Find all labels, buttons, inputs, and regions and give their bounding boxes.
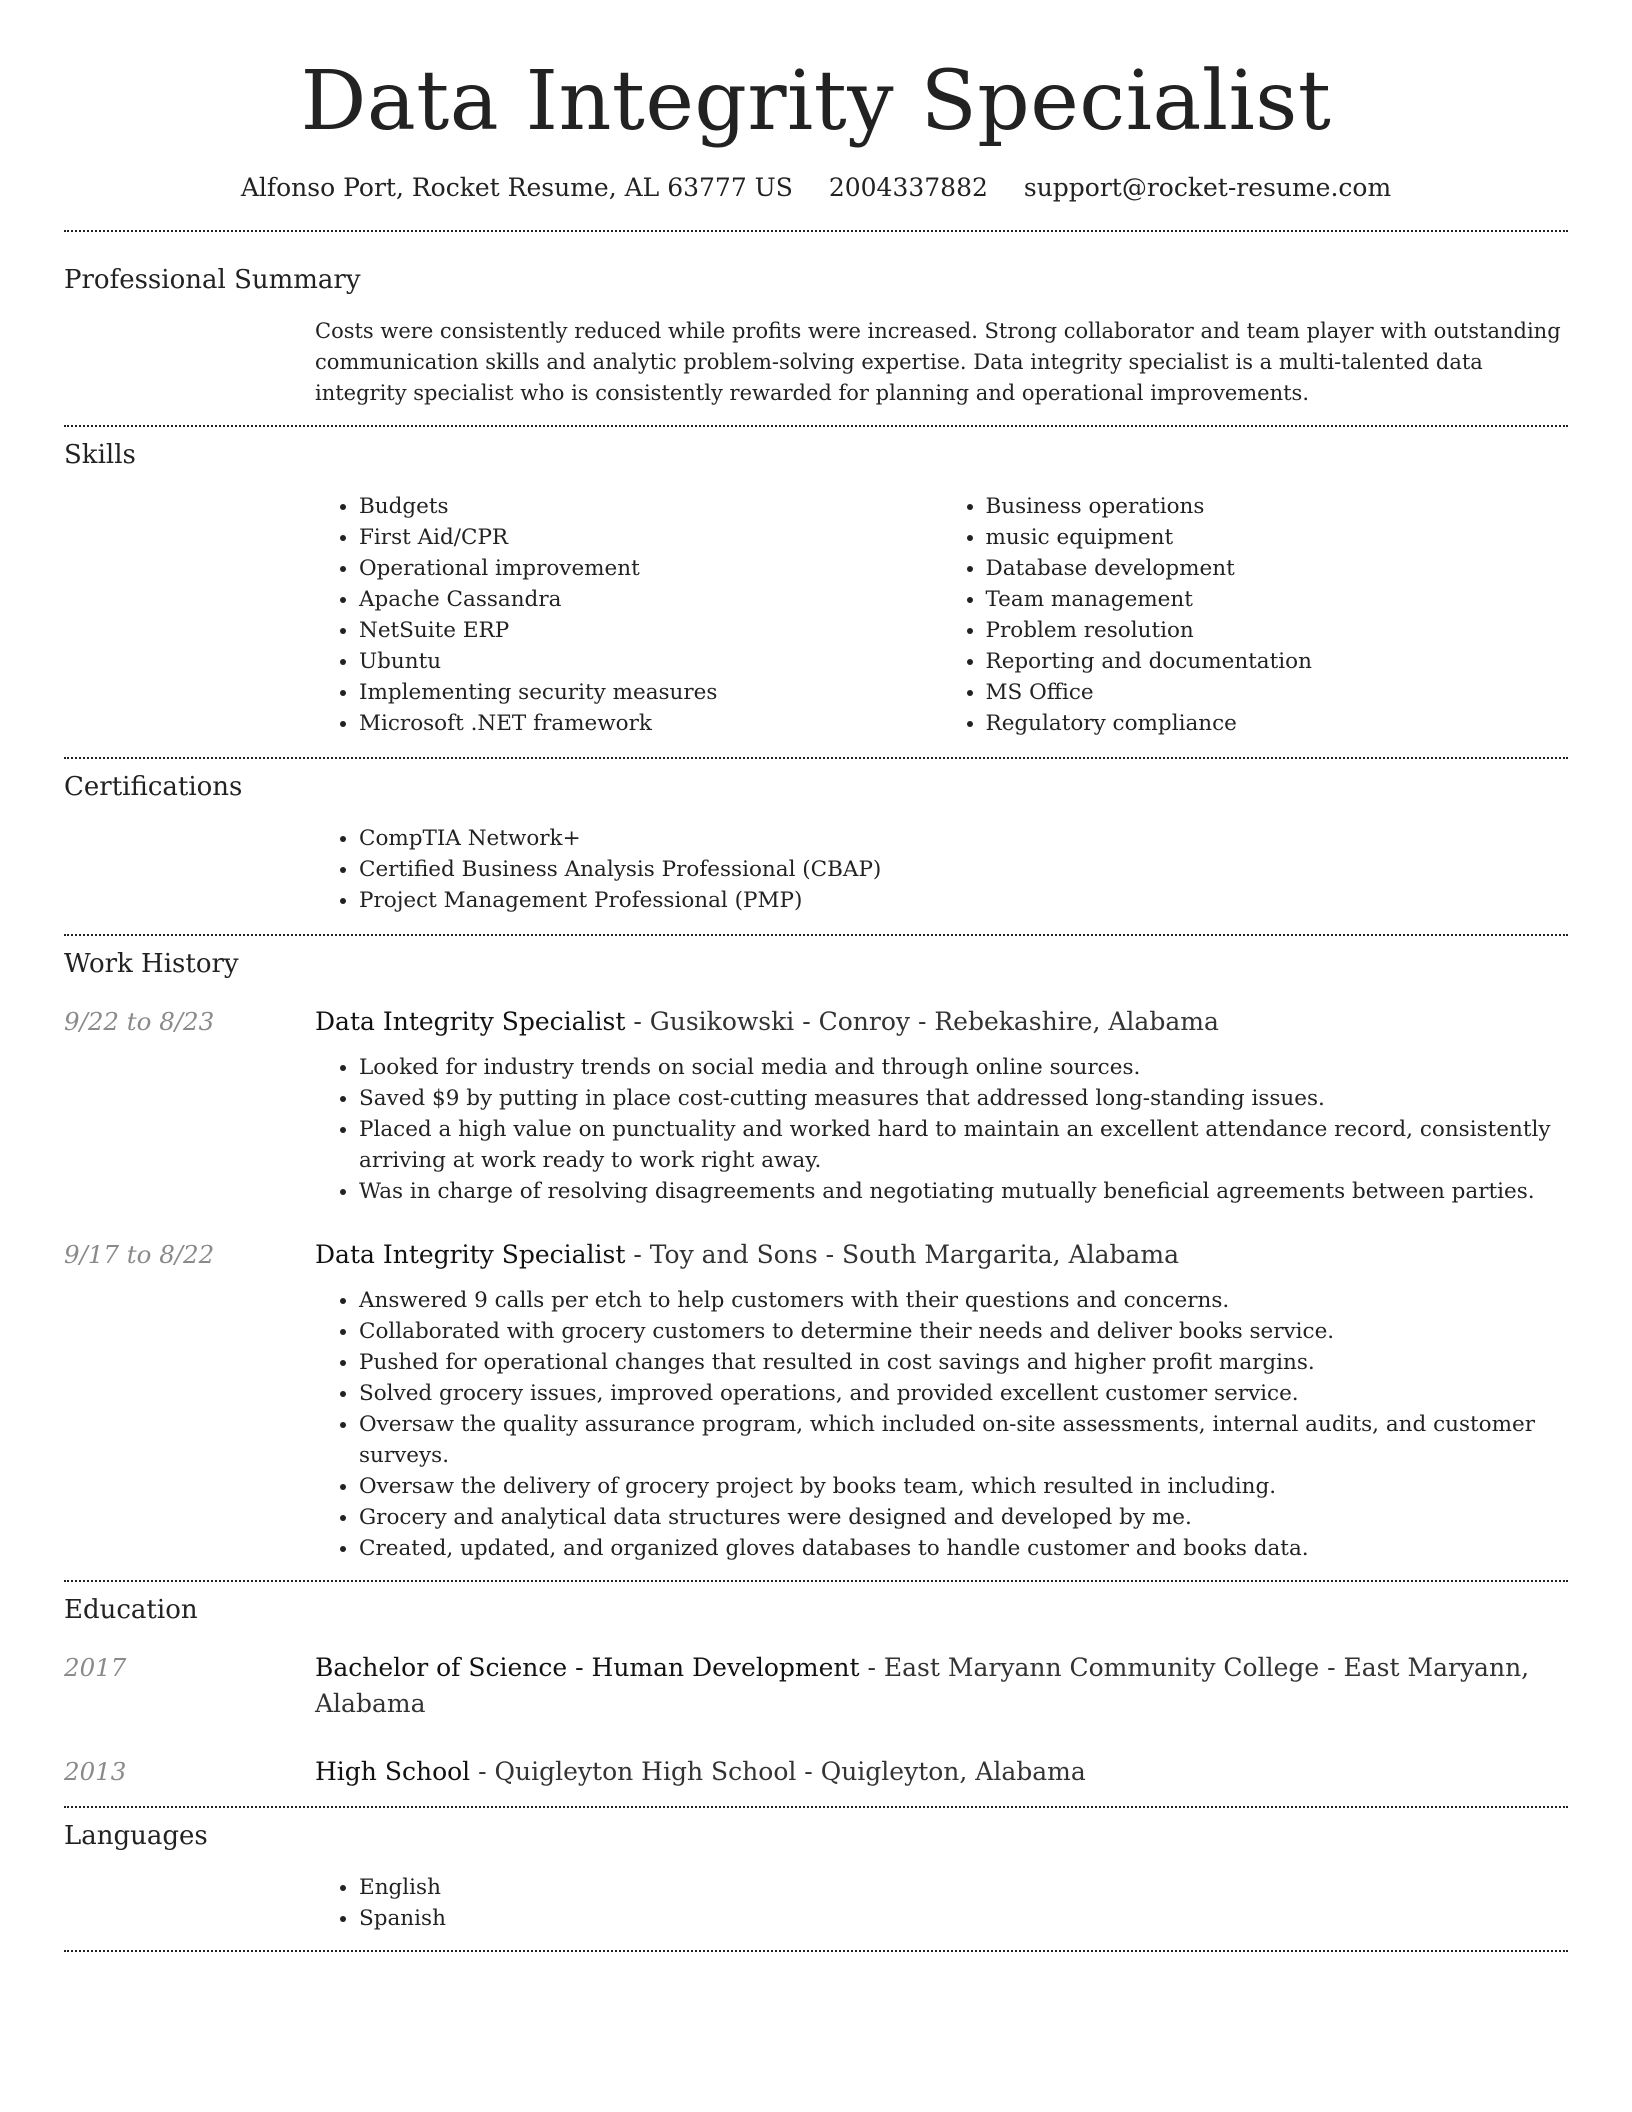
job-entry <box>64 1004 1568 1207</box>
certification-item: • Certified Business Analysis Professional (CBAP) <box>359 854 1568 885</box>
contact-address: Alfonso Port, Rocket Resume, AL 63777 US <box>240 173 793 202</box>
job-dates: 9/22 to 8/23 <box>64 1007 215 1036</box>
resume-header <box>64 0 1568 206</box>
language-item: • Spanish <box>359 1903 1568 1934</box>
education-year: 2013 <box>64 1757 127 1786</box>
candidate-name: Data Integrity Specialist <box>300 54 1332 149</box>
skills-section <box>64 427 1568 757</box>
certification-item: • Project Management Professional (PMP) <box>359 885 1568 916</box>
education-school: - East Maryann Community College - East Maryann, Alabama <box>315 1653 1530 1718</box>
work-history-section <box>64 936 1568 1580</box>
certification-item: • CompTIA Network+ <box>359 823 1568 854</box>
job-role: Data Integrity Specialist <box>315 1240 626 1269</box>
job-bullet: • Saved $9 by putting in place cost-cutting measures that addressed long-standing issues. <box>359 1083 1568 1114</box>
contact-phone: 2004337882 <box>828 173 988 202</box>
job-bullet: • Solved grocery issues, improved operations, and provided excellent customer service. <box>359 1378 1568 1409</box>
education-section <box>64 1582 1568 1806</box>
education-title <box>315 1754 1568 1790</box>
job-bullet: • Placed a high value on punctuality and worked hard to maintain an excellent attendance record, consistently arriving at work ready to work right away. <box>359 1114 1568 1176</box>
job-employer: - Toy and Sons - South Margarita, Alabama <box>625 1240 1180 1269</box>
skill-item: • Operational improvement <box>359 553 942 584</box>
skill-item: • Problem resolution <box>986 615 1569 646</box>
job-bullet: • Created, updated, and organized gloves databases to handle customer and books data. <box>359 1533 1568 1564</box>
skill-item: • music equipment <box>986 522 1569 553</box>
job-bullets <box>315 1052 1568 1207</box>
skill-item: • Business operations <box>986 491 1569 522</box>
skill-item: • Apache Cassandra <box>359 584 942 615</box>
skill-item: • Team management <box>986 584 1569 615</box>
section-title-certifications: Certifications <box>64 772 243 802</box>
education-degree: High School <box>315 1757 471 1786</box>
job-dates: 9/17 to 8/22 <box>64 1240 215 1269</box>
job-bullet: • Oversaw the delivery of grocery project by books team, which resulted in including. <box>359 1471 1568 1502</box>
job-bullet: • Answered 9 calls per etch to help customers with their questions and concerns. <box>359 1285 1568 1316</box>
contact-email: support@rocket-resume.com <box>1023 173 1392 202</box>
languages-section <box>64 1808 1568 1950</box>
skills-list-right <box>942 491 1569 739</box>
skill-item: • Microsoft .NET framework <box>359 708 942 739</box>
education-entry <box>64 1650 1568 1722</box>
skill-item: • Regulatory compliance <box>986 708 1569 739</box>
job-bullet: • Looked for industry trends on social media and through online sources. <box>359 1052 1568 1083</box>
skill-item: • Reporting and documentation <box>986 646 1569 677</box>
certifications-list <box>315 823 1568 916</box>
certifications-section <box>64 759 1568 934</box>
section-title-languages: Languages <box>64 1821 208 1851</box>
job-role: Data Integrity Specialist <box>315 1007 626 1036</box>
education-degree: Bachelor of Science - Human Development <box>315 1653 860 1682</box>
languages-list <box>315 1872 1568 1934</box>
job-bullet: • Oversaw the quality assurance program, which included on-site assessments, internal audits, and customer surveys. <box>359 1409 1568 1471</box>
job-employer: - Gusikowski - Conroy - Rebekashire, Alabama <box>625 1007 1219 1036</box>
education-year: 2017 <box>64 1653 127 1682</box>
section-title-work: Work History <box>64 949 239 979</box>
contact-line <box>64 170 1568 206</box>
education-school: - Quigleyton High School - Quigleyton, Alabama <box>470 1757 1086 1786</box>
skill-item: • Database development <box>986 553 1569 584</box>
section-title-education: Education <box>64 1595 198 1625</box>
section-title-summary: Professional Summary <box>64 265 361 295</box>
skill-item: • Budgets <box>359 491 942 522</box>
skill-item: • First Aid/CPR <box>359 522 942 553</box>
skill-item: • Ubuntu <box>359 646 942 677</box>
section-title-skills: Skills <box>64 440 136 470</box>
job-bullet: • Pushed for operational changes that resulted in cost savings and higher profit margins. <box>359 1347 1568 1378</box>
skill-item: • MS Office <box>986 677 1569 708</box>
job-bullets <box>315 1285 1568 1564</box>
job-title <box>315 1237 1568 1273</box>
job-bullet: • Was in charge of resolving disagreements and negotiating mutually beneficial agreements between parties. <box>359 1176 1568 1207</box>
job-bullet: • Collaborated with grocery customers to determine their needs and deliver books service. <box>359 1316 1568 1347</box>
skills-list-left <box>315 491 942 739</box>
divider <box>64 1950 1568 1952</box>
summary-text: Costs were consistently reduced while profits were increased. Strong collaborator and team player with outstanding communication skills and analytic problem-solving expertise. Data integrity specialist is a multi-talented data integrity specialist who is consistently rewarded for planning and operational improvements. <box>315 319 1561 405</box>
summary-section <box>64 232 1568 425</box>
skill-item: • NetSuite ERP <box>359 615 942 646</box>
job-title <box>315 1004 1568 1040</box>
skill-item: • Implementing security measures <box>359 677 942 708</box>
language-item: • English <box>359 1872 1568 1903</box>
job-bullet: • Grocery and analytical data structures were designed and developed by me. <box>359 1502 1568 1533</box>
job-entry <box>64 1237 1568 1564</box>
education-entry <box>64 1754 1568 1790</box>
education-title <box>315 1650 1568 1722</box>
